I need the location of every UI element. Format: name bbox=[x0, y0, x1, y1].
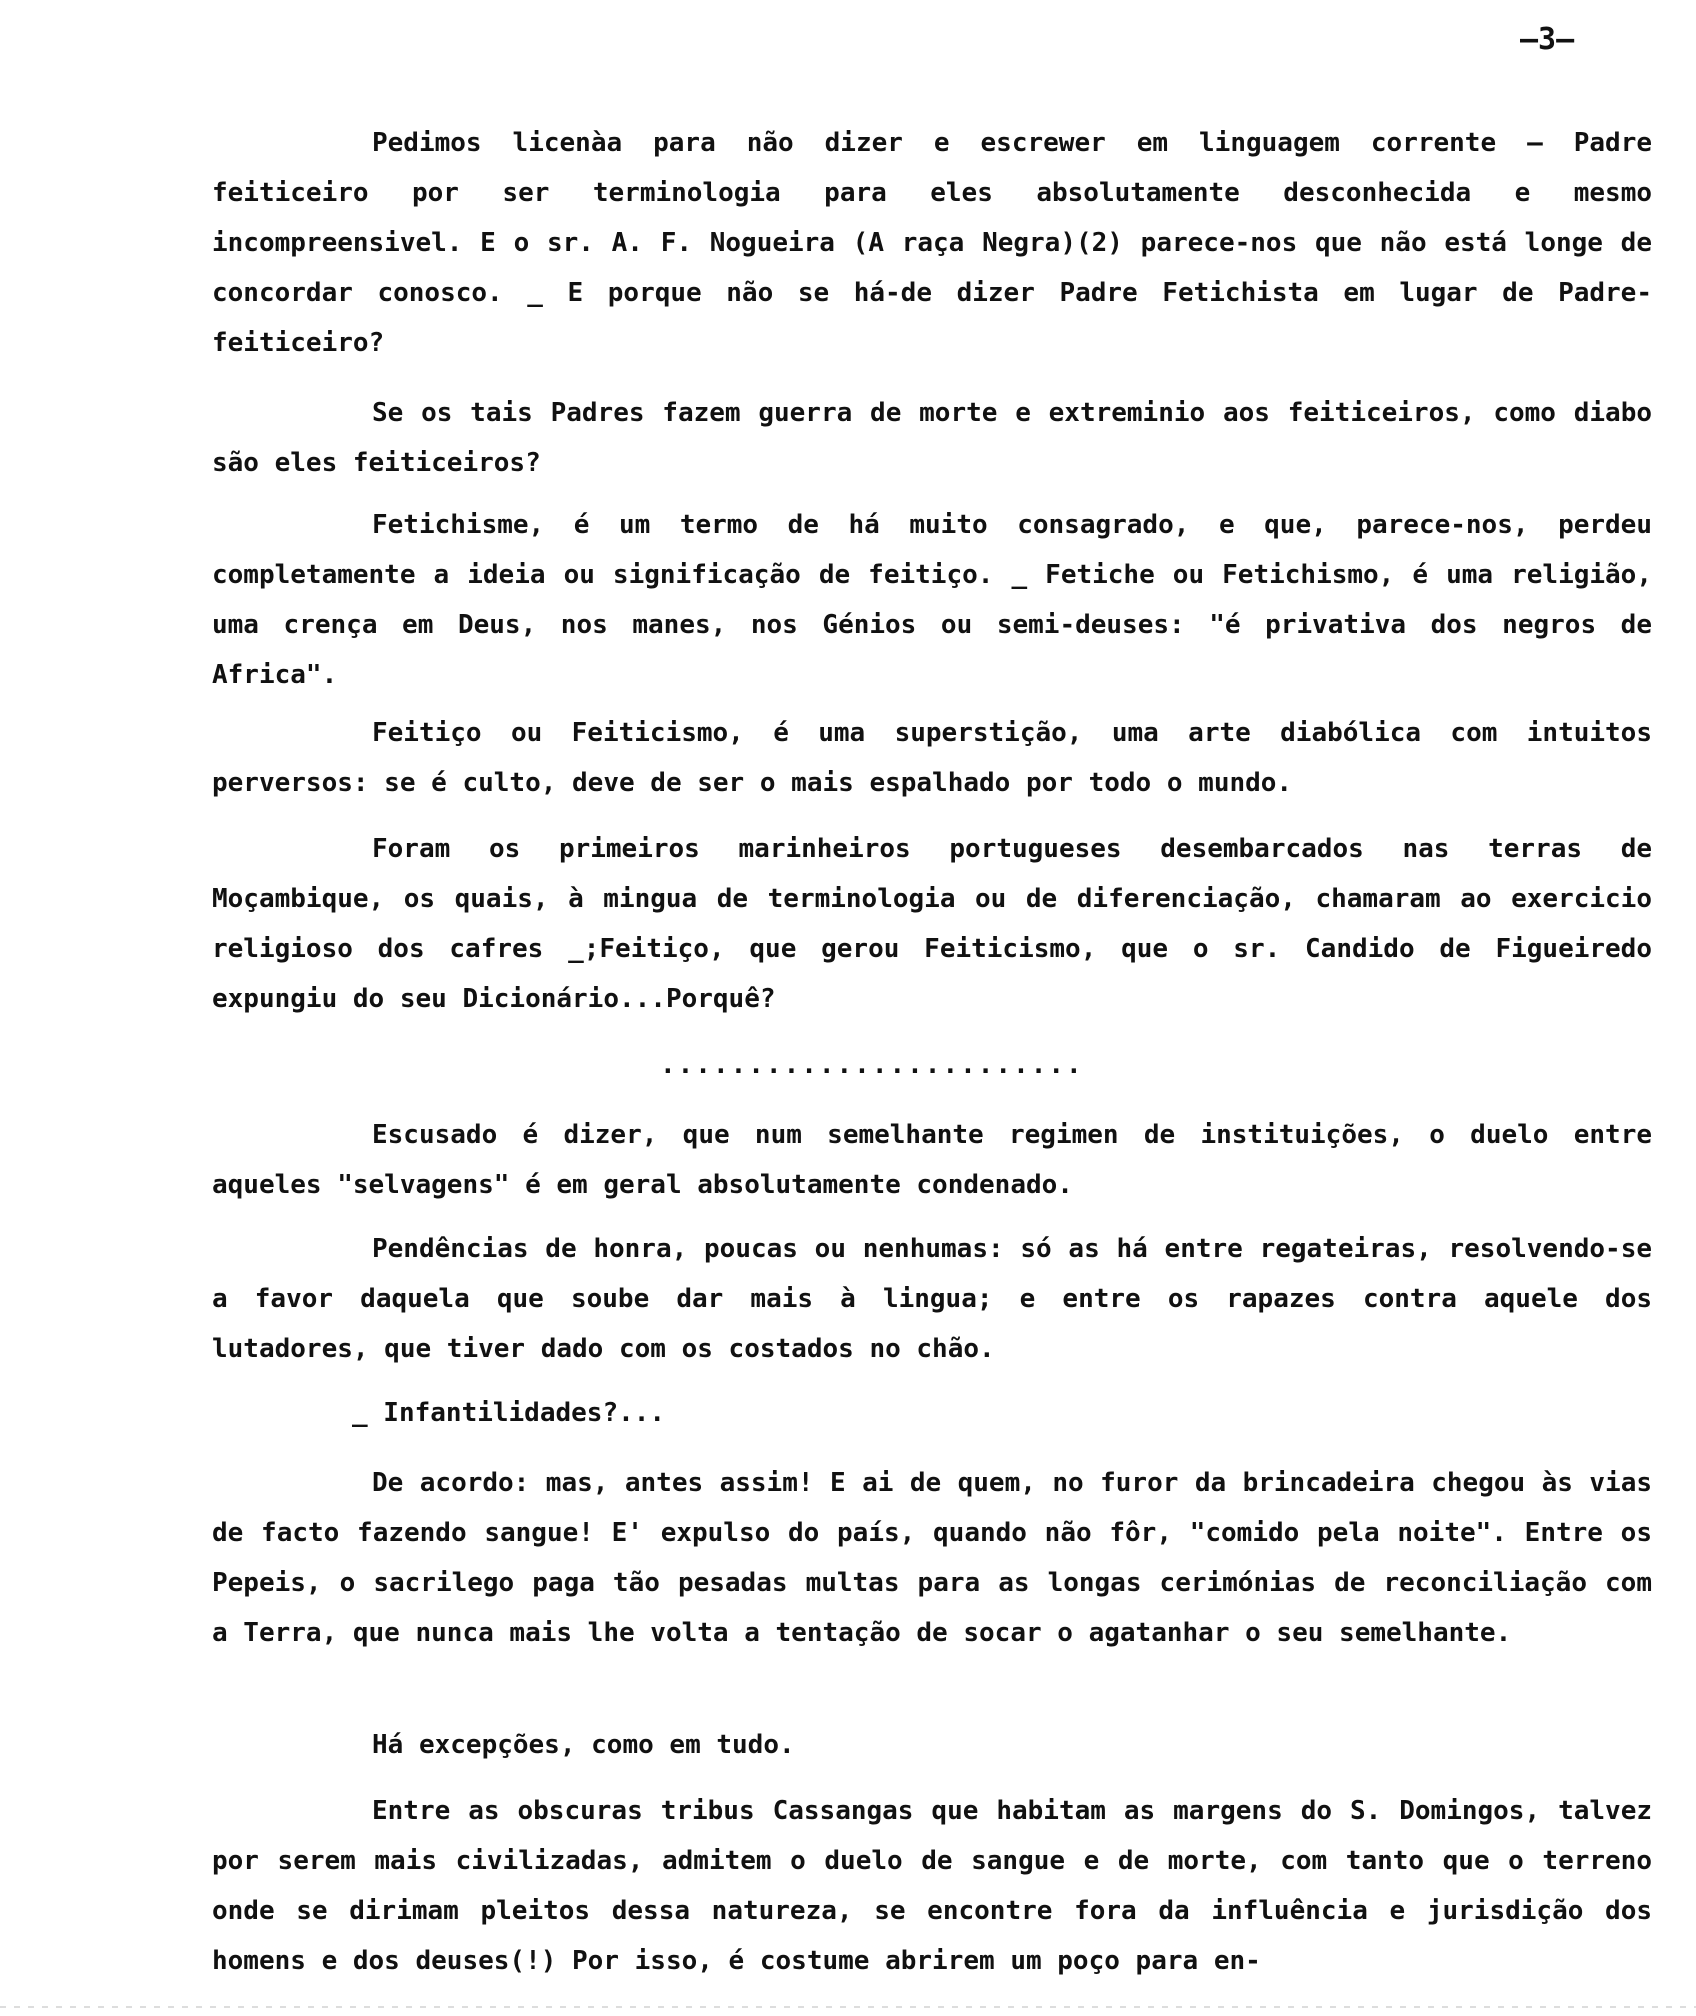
page-number: —3— bbox=[1520, 22, 1575, 57]
paragraph-de-acordo: De acordo: mas, antes assim! E ai de quem, no furor da brincadeira chegou às vias de facto fazendo sangue! E' expulso do país, quando não fôr, "comido pela noite". Entre os Pepeis, o sacrilego paga tão pesadas multas para as longas cerimónias de reconciliação com a Terra, que nunca mais lhe volta a tentação de socar o agatanhar o seu semelhante. bbox=[212, 1468, 1652, 1648]
paragraph-padres-guerra: Se os tais Padres fazem guerra de morte e extreminio aos feiticeiros, como diabo são eles feiticeiros? bbox=[212, 398, 1652, 478]
paragraph-infantilidades: _ Infantilidades?... bbox=[352, 1398, 666, 1428]
paragraph-padre-feiticeiro: Pedimos licenàa para não dizer e escrewer em linguagem corrente – Padre feiticeiro por ser terminologia para eles absolutamente desconhecida e mesmo incompreensivel. E o sr. A. F. Nogueira (A raça Negra)(2) parece-nos que não está longe de concordar conosco. _ E porque não se há-de dizer Padre Fetichista em lugar de Padre-feiticeiro? bbox=[212, 128, 1652, 358]
section-separator: ........................ bbox=[660, 1050, 1084, 1080]
scan-edge-artifact bbox=[0, 2006, 1696, 2008]
paragraph-fetichismo: Fetichisme, é um termo de há muito consagrado, e que, parece-nos, perdeu completamente a ideia ou significação de feitiço. _ Fetiche ou Fetichismo, é uma religião, uma crença em Deus, nos manes, nos Génios ou semi-deuses: "é privativa dos negros de Africa". bbox=[212, 510, 1652, 690]
paragraph-pendencias: Pendências de honra, poucas ou nenhumas: só as há entre regateiras, resolvendo-se a favor daquela que soube dar mais à lingua; e entre os rapazes contra aquele dos lutadores, que tiver dado com os costados no chão. bbox=[212, 1234, 1652, 1364]
paragraph-feiticismo: Feitiço ou Feiticismo, é uma superstição, uma arte diabólica com intuitos perversos: se é culto, deve de ser o mais espalhado por todo o mundo. bbox=[212, 718, 1652, 798]
paragraph-duelo: Escusado é dizer, que num semelhante regimen de instituições, o duelo entre aqueles "selvagens" é em geral absolutamente condenado. bbox=[212, 1120, 1652, 1200]
paragraph-marinheiros: Foram os primeiros marinheiros portugueses desembarcados nas terras de Moçambique, os quais, à mingua de terminologia ou de diferenciação, chamaram ao exercicio religioso dos cafres _;Feitiço, que gerou Feiticismo, que o sr. Candido de Figueiredo expungiu do seu Dicionário...Porquê? bbox=[212, 834, 1652, 1014]
paragraph-excepcoes: Há excepções, como em tudo. bbox=[372, 1730, 795, 1760]
paragraph-cassangas: Entre as obscuras tribus Cassangas que habitam as margens do S. Domingos, talvez por serem mais civilizadas, admitem o duelo de sangue e de morte, com tanto que o terreno onde se dirimam pleitos dessa natureza, se encontre fora da influência e jurisdição dos homens e dos deuses(!) Por isso, é costume abrirem um poço para en- bbox=[212, 1796, 1652, 1976]
